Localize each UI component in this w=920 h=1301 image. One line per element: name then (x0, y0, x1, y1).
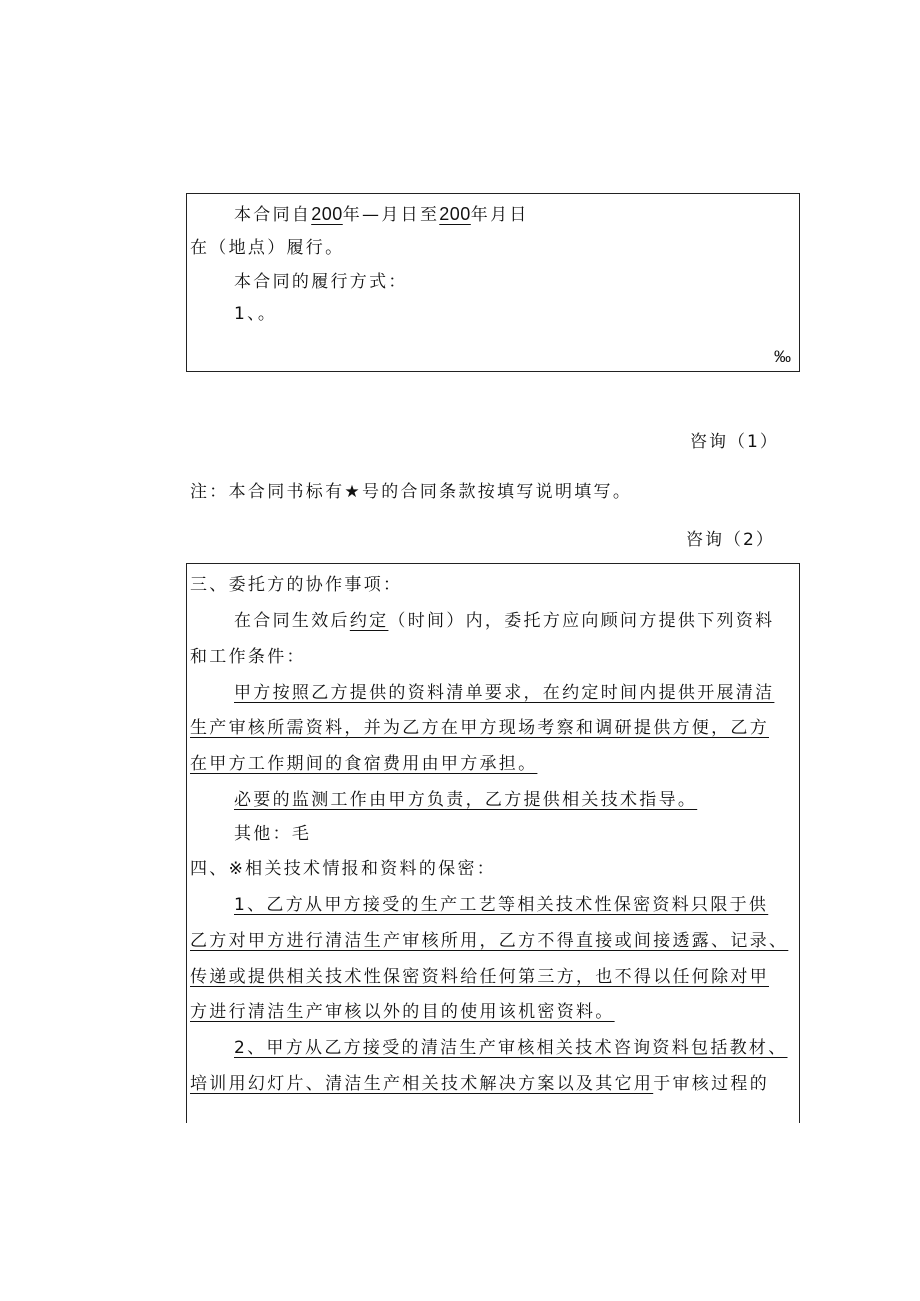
confidentiality-item-1-line-4: 方进行清洁生产审核以外的目的使用该机密资料。 (190, 1002, 615, 1022)
client-duties-line-3: 在甲方工作期间的食宿费用由甲方承担。 (190, 754, 538, 774)
client-duties-line-1: 甲方按照乙方提供的资料清单要求，在约定时间内提供开展清洁 (234, 683, 775, 703)
section-4-heading: 四、※相关技术情报和资料的保密： (190, 859, 497, 879)
end-year-field: 200 (439, 204, 471, 224)
confidentiality-item-2-rest: 于审核过程的 (653, 1074, 770, 1094)
materials-paragraph-line-2: 和工作条件： (190, 647, 306, 667)
start-year-field: 200 (311, 204, 343, 224)
confidentiality-item-2-line-1: 2、甲方从乙方接受的清洁生产审核相关技术咨询资料包括教材、 (234, 1038, 788, 1058)
confidentiality-item-2-line-2 (190, 1072, 769, 1096)
monitoring-line: 必要的监测工作由甲方负责，乙方提供相关技术指导。 (234, 790, 698, 810)
materials-suffix: （时间）内，委托方应向顾问方提供下列资料 (388, 611, 775, 631)
agreed-time-field: 约定 (349, 611, 389, 631)
materials-prefix: 在合同生效后 (234, 611, 350, 631)
contract-period-middle: 年—月日至 (342, 205, 440, 225)
confidentiality-item-1-line-1: 1、乙方从甲方接受的生产工艺等相关技术性保密资料只限于供 (234, 895, 769, 915)
contract-period-line (234, 202, 529, 227)
footnote: 注：本合同书标有★号的合同条款按填写说明填写。 (190, 482, 633, 502)
consult-label-1: 咨询（1） (690, 432, 779, 452)
contract-period-prefix: 本合同自 (234, 205, 312, 225)
confidentiality-item-2-underlined: 培训用幻灯片、清洁生产相关技术解决方案以及其它用 (190, 1074, 654, 1094)
consult-label-2: 咨询（2） (686, 530, 775, 550)
other-line: 其他：毛 (234, 824, 312, 844)
materials-paragraph-line-1 (234, 609, 774, 633)
performance-location-line: 在（地点）履行。 (190, 238, 345, 258)
contract-period-suffix: 年月日 (470, 205, 529, 225)
performance-method-item-1: 1、。 (234, 304, 278, 324)
permille-mark: ‰ (774, 347, 791, 366)
section-3-heading: 三、委托方的协作事项： (190, 575, 403, 595)
client-duties-line-2: 生产审核所需资料，并为乙方在甲方现场考察和调研提供方便，乙方 (190, 718, 769, 738)
confidentiality-item-1-line-3: 传递或提供相关技术性保密资料给任何第三方，也不得以任何除对甲 (190, 967, 769, 987)
performance-method-label: 本合同的履行方式： (234, 272, 408, 292)
confidentiality-item-1-line-2: 乙方对甲方进行清洁生产审核所用，乙方不得直接或间接透露、记录、 (190, 931, 789, 951)
